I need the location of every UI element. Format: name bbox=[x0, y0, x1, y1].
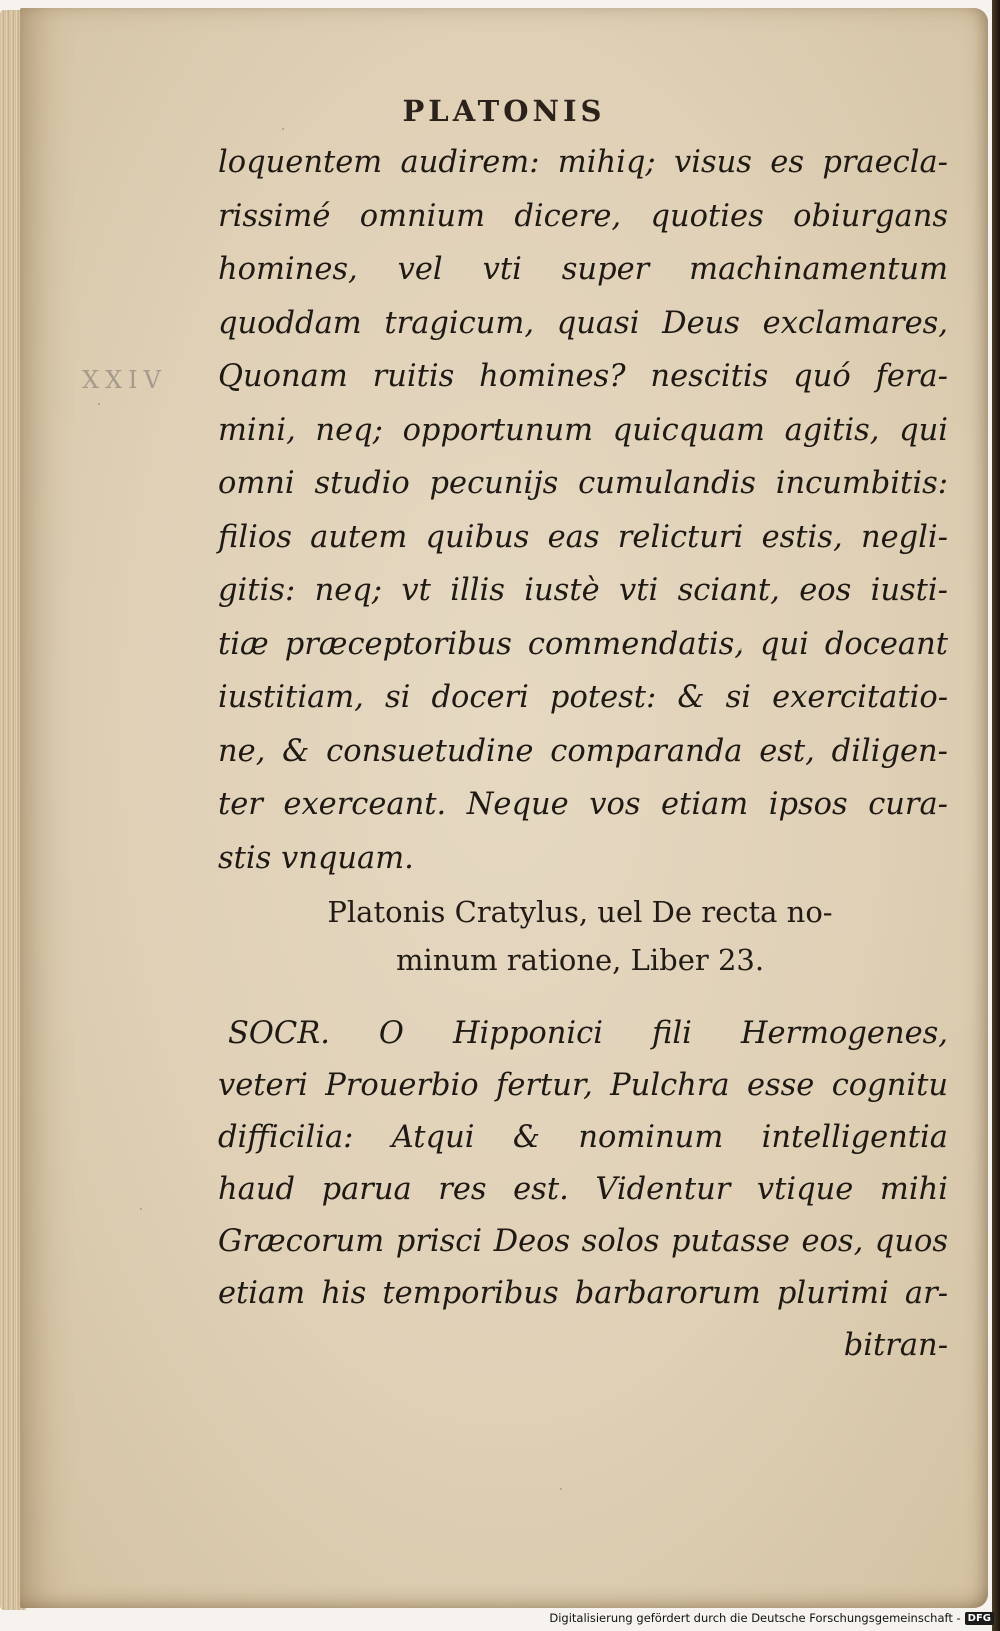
text-line: omni studio pecunijs cumulandis incumbitis: bbox=[218, 466, 948, 501]
text-line: iustitiam, si doceri potest: & si exercitatio- bbox=[218, 680, 948, 715]
text-line: stis vnquam. bbox=[218, 840, 414, 876]
credit-text: Digitalisierung gefördert durch die Deutsche Forschungsgemeinschaft - bbox=[549, 1611, 961, 1625]
text-line: Quonam ruitis homines? nescitis quó fera- bbox=[218, 359, 948, 394]
paper-speck bbox=[98, 403, 100, 405]
text-line: haud parua res est. Videntur vtique mihi bbox=[218, 1172, 948, 1207]
margin-annotation: XXIV bbox=[82, 366, 167, 394]
running-header: PLATONIS bbox=[402, 94, 606, 128]
text-line: rissimé omnium dicere, quoties obiurgans bbox=[218, 198, 948, 234]
section-title-line: minum ratione, Liber 23. bbox=[395, 943, 765, 977]
text-line: filios autem quibus eas relicturi estis, negli- bbox=[218, 519, 948, 555]
text-line: Græcorum prisci Deos solos putasse eos, quos bbox=[218, 1224, 948, 1259]
text-line: SOCR. O Hipponici fili Hermogenes, bbox=[228, 1016, 948, 1051]
passage-two bbox=[218, 1008, 948, 1372]
paper-speck bbox=[282, 128, 284, 130]
text-line: tiæ præceptoribus commendatis, qui doceant bbox=[218, 626, 948, 662]
text-line: veteri Prouerbio fertur, Pulchra esse cognitu bbox=[218, 1068, 948, 1103]
paper-speck bbox=[140, 1208, 142, 1210]
text-line: etiam his temporibus barbarorum plurimi ar- bbox=[218, 1276, 948, 1311]
text-line: difficilia: Atqui & nominum intelligentia bbox=[218, 1120, 948, 1155]
text-line: gitis: neq; vt illis iustè vti sciant, eos iusti- bbox=[218, 573, 948, 608]
scan-edge bbox=[992, 0, 1000, 1631]
passage-one bbox=[218, 136, 948, 885]
text-line: mini, neq; opportunum quicquam agitis, qui bbox=[218, 412, 948, 448]
paper-speck bbox=[560, 1488, 562, 1490]
text-line: loquentem audirem: mihiq; visus es praecla- bbox=[218, 145, 948, 180]
text-line: bitran- bbox=[843, 1328, 948, 1363]
dfg-logo: DFG bbox=[965, 1612, 994, 1625]
text-line: ne, & consuetudine comparanda est, diligen- bbox=[218, 733, 948, 769]
digitization-credit bbox=[549, 1608, 994, 1628]
text-line: ter exerceant. Neque vos etiam ipsos cura- bbox=[218, 787, 948, 822]
section-title bbox=[230, 888, 930, 984]
section-title-line: Platonis Cratylus, uel De recta no- bbox=[327, 895, 833, 929]
book-page bbox=[20, 8, 988, 1608]
text-line: homines, vel vti super machinamentum bbox=[218, 252, 948, 287]
text-line: quoddam tragicum, quasi Deus exclamares, bbox=[218, 305, 948, 341]
